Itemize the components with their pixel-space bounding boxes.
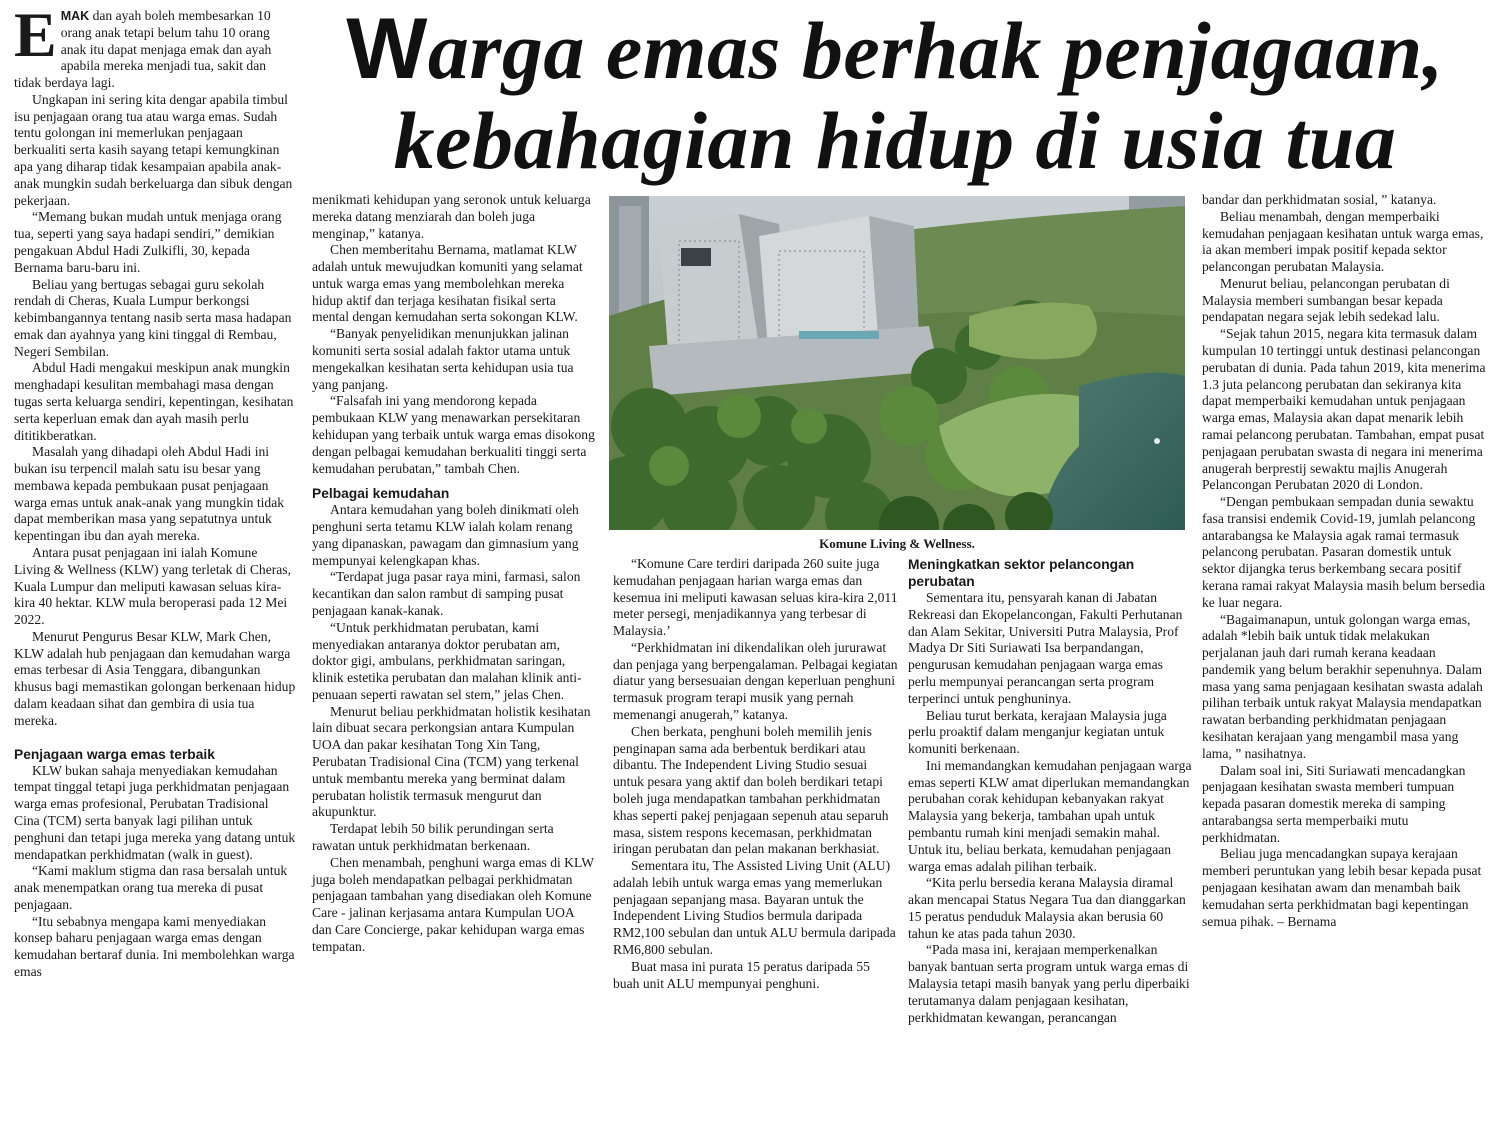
- paragraph: Menurut beliau, pelancongan perubatan di Malaysia memberi sumbangan besar kepada pendapatan negara sejak lebih sedekad lalu.: [1202, 275, 1450, 325]
- paragraph: Beliau juga mencadangkan supaya kerajaan memberi peruntukan yang lebih besar kepada pusat penjagaan kesihatan awam dan menambah baik kemudahan serta perkhidmatan bagi kepentingan semua pihak. – Bernama: [1202, 846, 1482, 929]
- paragraph: “Banyak penyelidikan menunjukkan jalinan komuniti serta sosial adalah faktor utama untuk mengekalkan kesihatan serta kehidupan usia tua yang panjang.: [312, 326, 574, 392]
- headline: [300, 1, 1490, 186]
- lead-paragraph: [14, 0, 296, 92]
- paragraph: “Dengan pembukaan sempadan dunia sewaktu fasa transisi endemik Covid-19, jumlah pelancong antarabangsa ke Malaysia agak ramai termasuk pelancong perubatan. Pasaran domestik untuk sektor dijangka terus berkembang secara positif kerana ramai rakyat Malaysia masih belum bersedia ke luar negara.: [1202, 494, 1486, 610]
- column-4: [908, 556, 1192, 1026]
- subheading: Penjagaan warga emas terbaik: [14, 746, 215, 762]
- subheading: Pelbagai kemudahan: [312, 486, 450, 502]
- column-2: [312, 192, 596, 955]
- spacer: [14, 730, 296, 746]
- paragraph: “Falsafah ini yang mendorong kepada pembukaan KLW yang menawarkan persekitaran kehidupan yang terbaik untuk warga emas disokong dengan pelbagai kemudahan berkualiti tinggi serta kemudahan perubatan,” tambah Chen.: [312, 393, 595, 476]
- paragraph: menikmati kehidupan yang seronok untuk keluarga mereka datang menziarah dan boleh juga menginap,” katanya.: [312, 192, 591, 241]
- paragraph: Menurut Pengurus Besar KLW, Mark Chen, KLW adalah hub penjagaan dan kemudahan warga emas terbesar di Asia Tenggara, dibangunkan khusus bagi memastikan golongan berkenaan hidup dalam keadaan sihat dan gembira di usia tua mereka.: [14, 628, 296, 728]
- article-photo: [609, 196, 1185, 530]
- paragraph: Sementara itu, pensyarah kanan di Jabatan Rekreasi dan Ekopelancongan, Fakulti Perhutanan dan Alam Sekitar, Universiti Putra Malaysia, Prof Madya Dr Siti Suriawati Isa berpandangan, pengurusan kemudahan penjagaan warga emas perlu mempunyai perancangan serta program terperinci untuk penghuninya.: [908, 590, 1183, 706]
- lead-word: MAK: [60, 9, 90, 23]
- paragraph: Chen berkata, penghuni boleh memilih jenis penginapan sama ada berbentuk berdikari atau dibantu. The Independent Living Studio sesuai untuk pesara yang aktif dan boleh berdikari tetapi boleh juga mendapatkan tambahan perkhidmatan khas seperti pakej penjagaan sepenuh atau separuh masa, sistem respons kecemasan, perkhidmatan iringan perubatan dan pelan makanan berkhasiat.: [613, 723, 889, 857]
- subheading: Meningkatkan sektor pelancongan perubatan: [908, 557, 1135, 590]
- paragraph: Sementara itu, The Assisted Living Unit (ALU) adalah lebih untuk warga emas yang memerlukan penjagaan sepanjang masa. Bayaran untuk the Independent Living Studios bermula daripada RM2,100 sebulan dan untuk ALU bermula daripada RM6,800 sebulan.: [613, 858, 896, 957]
- paragraph: “Perkhidmatan ini dikendalikan oleh jururawat dan penjaga yang berpengalaman. Pelbagai kegiatan diatur yang bersesuaian dengan keperluan penghuni termasuk program terapi musik yang pernah memenangi anugerah,” katanya.: [613, 639, 898, 723]
- headline-line-2: kebahagian hidup di usia tua: [393, 95, 1397, 186]
- paragraph: Chen memberitahu Bernama, matlamat KLW adalah untuk mewujudkan komuniti yang selamat untuk warga emas yang membolehkan mereka hidup aktif dan terjaga kesihatan fisikal serta mental dengan kemudahan serta sokongan KLW.: [312, 242, 583, 325]
- paragraph: Antara kemudahan yang boleh dinikmati oleh penghuni serta tetamu KLW ialah kolam renang yang dipanaskan, pawagam dan gimnasium yang mempunyai kelengkapan khas.: [312, 502, 579, 568]
- paragraph: Masalah yang dihadapi oleh Abdul Hadi ini bukan isu terpencil malah satu isu besar yang membawa kepada pembukaan pusat penjagaan warga emas untuk anak-anak yang mungkin tidak dapat memberikan masa yang sepatutnya untuk kepentingan ibu dan ayah mereka.: [14, 444, 285, 544]
- paragraph: Antara pusat penjagaan ini ialah Komune Living & Wellness (KLW) yang terletak di Cheras, Kuala Lumpur dan meliputi kawasan seluas kira-kira 40 hektar. KLW mula beroperasi pada 12 Mei 2022.: [14, 545, 291, 628]
- aerial-photo-illustration: [609, 196, 1185, 530]
- column-5: [1202, 192, 1486, 930]
- headline-line-1-text: arga emas berhak penjagaan,: [427, 5, 1444, 96]
- paragraph: Abdul Hadi mengakui meskipun anak mungkin menghadapi kesulitan membahagi masa dengan tugas serta keluarga sendiri, kepentingan, kesihatan serta keperluan emak dan ayah masih perlu dititikberatkan.: [14, 360, 294, 443]
- paragraph: Beliau turut berkata, kerajaan Malaysia juga perlu proaktif dalam menganjur kegiatan untuk komuniti berkenaan.: [908, 707, 1167, 757]
- headline-line-1: [300, 1, 1490, 97]
- paragraph: Ungkapan ini sering kita dengar apabila timbul isu penjagaan orang tua atau warga emas. Sudah tentu golongan ini memerlukan penjagaan berkualiti serta kasih sayang tetapi kemungkinan apa yang diharap tidak kesampaian apabila anak-anak mungkin sudah berkeluarga dan sibuk dengan pekerjaan.: [14, 91, 293, 208]
- paragraph: “Pada masa ini, kerajaan memperkenalkan banyak bantuan serta program untuk warga emas di Malaysia tetapi masih banyak yang perlu diperbaiki terutamanya dalam penjagaan kesihatan, perkhidmatan kewangan, perancangan: [908, 942, 1190, 1025]
- paragraph: “Sejak tahun 2015, negara kita termasuk dalam kumpulan 10 tertinggi untuk destinasi pelancongan perubatan di dunia. Pada tahun 2019, kita menerima 1.3 juta pelancong perubatan dan sekiranya kita dapat memperbaiki kemudahan untuk penjagaan warga emas, Malaysia akan dapat menarik lebih ramai pelancong perubatan. Tambahan, empat pusat penjagaan perubatan swasta di negara ini menerima anugerah berprestij sewaktu majlis Anugerah Pelancongan Perubatan 2020 di London.: [1202, 326, 1486, 493]
- paragraph: “Kami maklum stigma dan rasa bersalah untuk anak menempatkan orang tua mereka di pusat penjagaan.: [14, 863, 288, 912]
- photo-caption: Komune Living & Wellness.: [819, 536, 975, 551]
- spacer: [312, 477, 596, 485]
- paragraph: Ini memandangkan kemudahan penjagaan warga emas seperti KLW amat diperlukan memandangkan perubahan corak kehidupan kebanyakan rakyat Malaysia yang bekerja, tambahan upah untuk pembantu rumah kini menjadi semakin mahal. Untuk itu, beliau berkata, kemudahan penjagaan warga emas adalah pilihan terbaik.: [908, 757, 1192, 874]
- paragraph: KLW bukan sahaja menyediakan kemudahan tempat tinggal tetapi juga perkhidmatan penjagaan warga emas profesional, Perubatan Tradisional Cina (TCM) serta banyak lagi pilihan untuk penghuni dan tetapi juga mereka yang datang untuk mendapatkan perkhidmatan (walk in guest).: [14, 762, 296, 862]
- paragraph: Dalam soal ini, Siti Suriawati mencadangkan penjagaan kesihatan swasta memberi tumpuan kepada pasaran domestik mereka di samping antarabangsa serta memperbaiki mutu perkhidmatan.: [1202, 762, 1466, 845]
- paragraph: “Terdapat juga pasar raya mini, farmasi, salon kecantikan dan salon rambut di samping pusat penjagaan kanak-kanak.: [312, 569, 581, 618]
- paragraph: Menurut beliau perkhidmatan holistik kesihatan lain dibuat secara perkongsian antara Kumpulan UOA dan pakar kesihatan Tong Xin Tang, Perubatan Tradisional Cina (TCM) yang terkenal untuk membantu mereka yang berminat dalam perubatan holistik termasuk mengurut dan akupunktur.: [312, 703, 591, 820]
- headline-initial: W: [346, 1, 428, 97]
- paragraph: “Memang bukan mudah untuk menjaga orang tua, seperti yang saya hadapi sendiri,” demikian pengakuan Abdul Hadi Zulkifli, 30, kepada Bernama baru-baru ini.: [14, 209, 282, 275]
- paragraph: “Bagaimanapun, untuk golongan warga emas, adalah *lebih baik untuk tidak melakukan perjalanan jauh dari rumah kerana keadaan pandemik yang belum berakhir sepenuhnya. Dalam masa yang sama penjagaan kesihatan swasta adalah pilihan terbaik untuk rakyat Malaysia mendapatkan rawatan berbanding perkhidmatan penjagaan kesihatan kerajaan yang mengambil masa yang lama, ” nasihatnya.: [1202, 611, 1483, 761]
- paragraph: “Komune Care terdiri daripada 260 suite juga kemudahan penjagaan harian warga emas dan kesemua ini meliputi kawasan seluas kira-kira 2,011 meter persegi, menjadikannya yang terbesar di Malaysia.’: [613, 556, 898, 639]
- drop-cap: E: [14, 0, 57, 70]
- paragraph: “Untuk perkhidmatan perubatan, kami menyediakan antaranya doktor perubatan am, doktor gigi, ambulans, perkhidmatan saringan, klinik estetika perubatan dan malahan klinik anti-penuaan seperti rawatan sel stem,” jelas Chen.: [312, 619, 582, 702]
- column-1: [14, 0, 296, 981]
- column-3: [613, 556, 899, 992]
- paragraph: “Itu sebabnya mengapa kami menyediakan konsep baharu penjagaan warga emas dengan kemudahan bertaraf dunia. Ini membolehkan warga emas: [14, 913, 295, 979]
- paragraph: bandar dan perkhidmatan sosial, ” katanya.: [1202, 192, 1437, 207]
- paragraph: “Kita perlu bersedia kerana Malaysia diramal akan mencapai Status Negara Tua dan dianggarkan 15 peratus penduduk Malaysia akan berusia 60 tahun ke atas pada tahun 2030.: [908, 875, 1186, 941]
- paragraph: Terdapat lebih 50 bilik perundingan serta rawatan untuk perkhidmatan berkenaan.: [312, 821, 554, 853]
- paragraph: Beliau menambah, dengan memperbaiki kemudahan penjagaan kesihatan untuk warga emas, ia akan memberi impak positif kepada sektor pelancongan perubatan Malaysia.: [1202, 208, 1484, 275]
- paragraph: Chen menambah, penghuni warga emas di KLW juga boleh mendapatkan pelbagai perkhidmatan penjagaan tambahan yang disediakan oleh Komune Care - jalinan kerjasama antara Kumpulan UOA dan Care Concierge, pakar kehidupan warga emas tempatan.: [312, 854, 594, 954]
- paragraph: Buat masa ini purata 15 peratus daripada 55 buah unit ALU mempunyai penghuni.: [613, 958, 870, 991]
- paragraph: Beliau yang bertugas sebagai guru sekolah rendah di Cheras, Kuala Lumpur berkongsi kebimbangannya tentang nasib serta masa hadapan emak dan ayahnya yang kini tinggal di Rembau, Negeri Sembilan.: [14, 276, 292, 359]
- lead-text: dan ayah boleh membesarkan 10 orang anak tetapi belum tahu 10 orang anak itu dapat menjaga emak dan ayah apabila mereka menjadi tua, sakit dan tidak berdaya lagi.: [14, 8, 272, 91]
